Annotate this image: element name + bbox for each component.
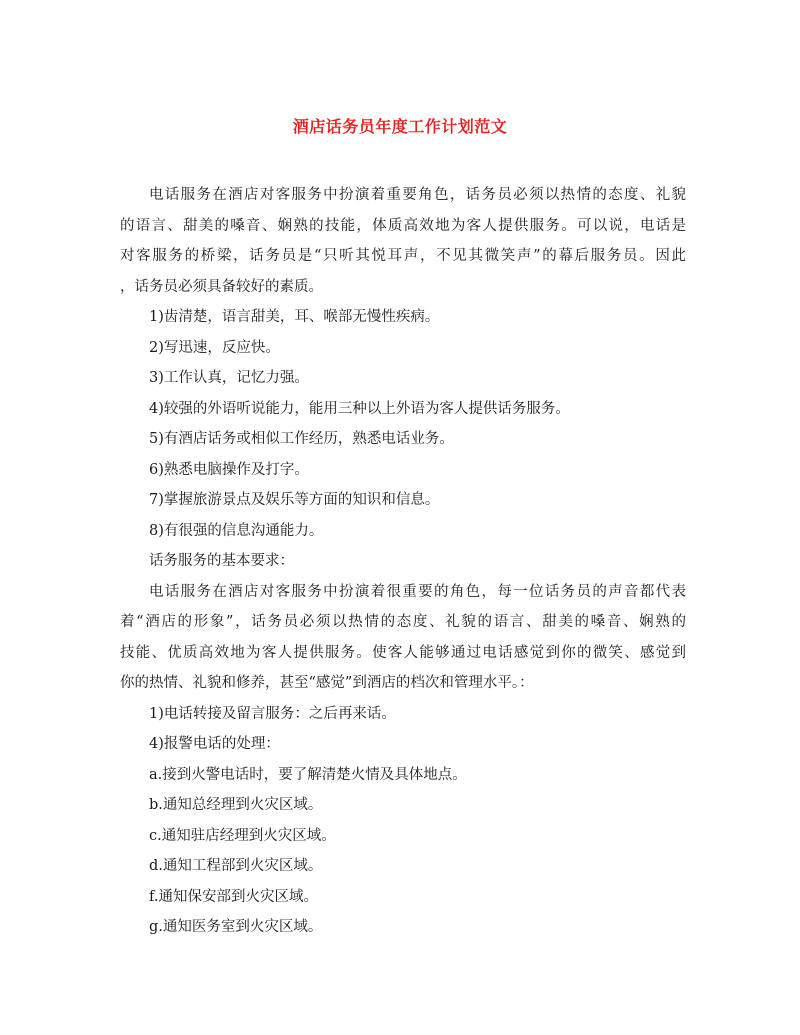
list-item: 1)电话转接及留言服务：之后再来话。 — [149, 705, 396, 722]
list-item: c.通知驻店经理到火灾区域。 — [149, 827, 336, 844]
paragraph-line: 电话服务在酒店对客服务中扮演着很重要的角色，每一位话务员的声音都代表 — [149, 583, 686, 600]
list-item: 5)有酒店话务或相似工作经历，熟悉电话业务。 — [149, 431, 454, 447]
list-item: f.通知保安部到火灾区域。 — [149, 888, 318, 905]
list-item: 4)报警电话的处理： — [149, 736, 280, 752]
list-item: g.通知医务室到火灾区域。 — [149, 919, 323, 935]
paragraph-line: 技能、优质高效地为客人提供服务。使客人能够通过电话感觉到你的微笑、感觉到 — [120, 644, 686, 661]
list-item: b.通知总经理到火灾区域。 — [149, 797, 323, 813]
document-body — [120, 180, 686, 943]
list-item: 3)工作认真，记忆力强。 — [149, 370, 309, 386]
list-item: 4)较强的外语听说能力，能用三种以上外语为客人提供话务服务。 — [149, 400, 570, 417]
paragraph-line: 对客服务的桥梁，话务员是“只听其悦耳声，不见其微笑声”的幕后服务员。因此 — [120, 248, 686, 264]
paragraph-line: ，话务员必须具备较好的素质。 — [120, 278, 323, 295]
paragraph-line: 的语言、甜美的嗓音、娴熟的技能，体质高效地为客人提供服务。可以说，电话是 — [120, 217, 686, 234]
list-item: d.通知工程部到火灾区域。 — [149, 858, 323, 874]
list-item: 8)有很强的信息沟通能力。 — [149, 522, 324, 539]
list-item: a.接到火警电话时，要了解清楚火情及具体地点。 — [149, 766, 467, 783]
list-item: 6)熟悉电脑操作及打字。 — [149, 461, 309, 478]
list-item: 2)写迅速，反应快。 — [149, 339, 280, 356]
paragraph-line: 电话服务在酒店对客服务中扮演着重要角色，话务员必须以热情的态度、礼貌 — [149, 187, 686, 203]
list-item: 7)掌握旅游景点及娱乐等方面的知识和信息。 — [149, 492, 440, 508]
section-heading: 话务服务的基本要求： — [149, 553, 294, 569]
list-item: 1)齿清楚，语言甜美，耳、喉部无慢性疾病。 — [149, 309, 440, 325]
document-title: 酒店话务员年度工作计划范文 — [292, 117, 508, 136]
paragraph-line: 着“酒店的形象”，话务员必须以热情的态度、礼貌的语言、甜美的嗓音、娴熟的 — [120, 614, 686, 630]
paragraph-line: 你的热情、礼貌和修养，甚至“感觉”到酒店的档次和管理水平。： — [120, 675, 534, 691]
